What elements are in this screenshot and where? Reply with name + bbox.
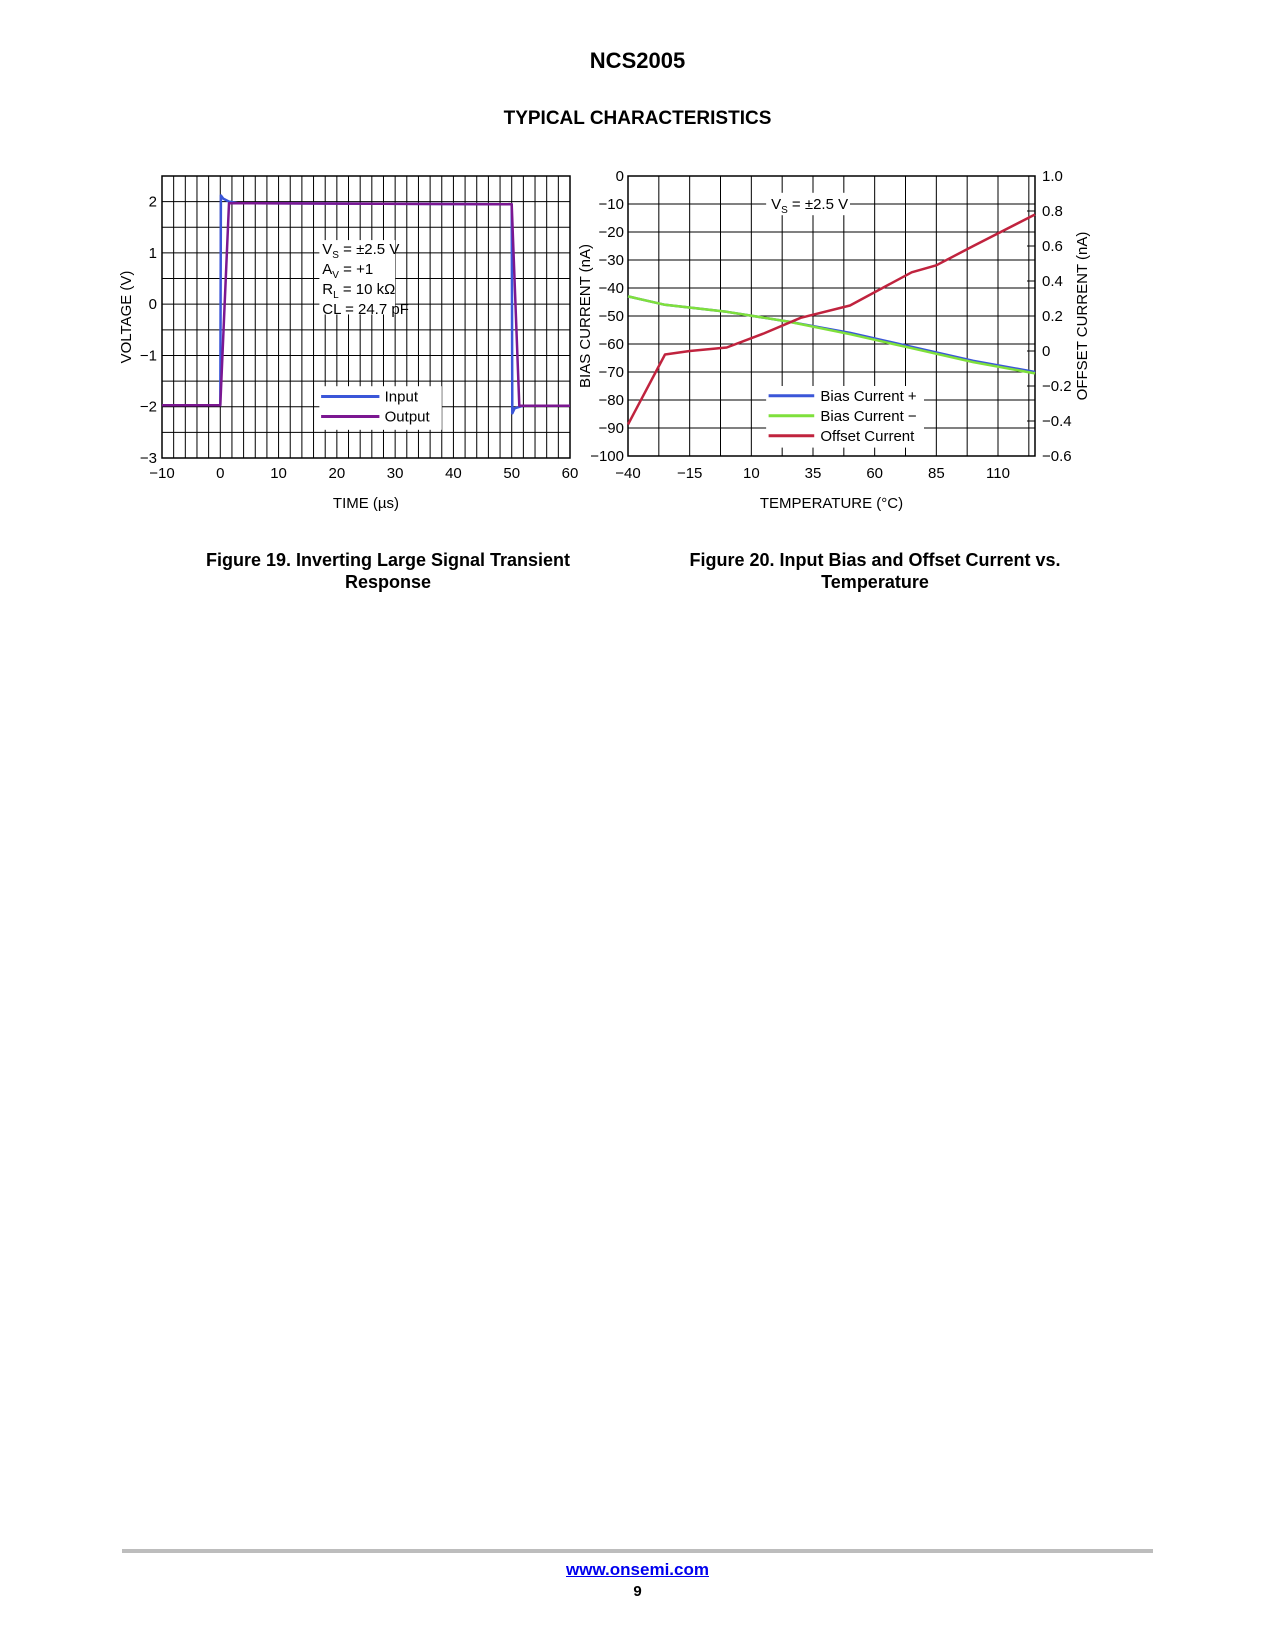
x-tick-label: 10 [742,465,760,482]
section-title: TYPICAL CHARACTERISTICS [503,108,772,129]
y-tick-label: 1 [148,244,157,262]
y-tick-label: −50 [598,308,624,325]
y-tick-label: −1 [139,347,157,365]
x-tick-label: 40 [445,465,462,482]
x-tick-label: −15 [676,465,703,482]
y-axis-label: VOLTAGE (V) [118,270,135,364]
y2-tick-label: 0.2 [1042,308,1063,325]
x-tick-label: 110 [986,465,1010,482]
y2-tick-label: 0.8 [1042,203,1063,220]
y2-tick-label: 0.4 [1042,273,1063,290]
y-tick-label: −70 [598,364,624,381]
y2-tick-label: −0.6 [1042,448,1072,465]
annotation-line: $R_L = 10$ kΩ [322,280,396,301]
annotation-line: $V_S = \pm 2.5$ V [771,196,849,216]
footer-website-link[interactable]: www.onsemi.com [566,1560,709,1579]
y-tick-label: −40 [598,280,624,297]
y-tick-label: −10 [598,196,624,213]
x-tick-label: 85 [927,465,945,482]
bias-offset-current-chart [577,160,1150,540]
x-tick-label: 50 [503,465,521,482]
y2-tick-label: 0.6 [1042,238,1063,255]
figure-20-caption: Figure 20. Input Bias and Offset Current vs. Temperature [689,550,1061,592]
legend-label: Bias Current + [820,387,917,405]
y2-axis-label: OFFSET CURRENT (nA) [1074,231,1091,401]
legend-label: Output [384,408,430,426]
y2-tick-label: 1.0 [1042,168,1063,185]
footer-divider [122,1549,1153,1553]
y2-tick-label: −0.2 [1042,378,1072,395]
x-tick-label: 35 [804,465,822,482]
x-tick-label: 60 [561,465,579,482]
y-tick-label: −2 [139,398,157,416]
y-tick-label: 0 [148,296,157,314]
x-tick-label: 10 [270,465,287,482]
legend-label: Input [384,388,419,406]
x-tick-label: 20 [328,465,346,482]
x-tick-label: 30 [386,465,404,482]
annotation-line: CL = 24.7 pF [322,300,409,318]
y-tick-label: −30 [598,252,624,269]
y-tick-label: −3 [139,450,157,467]
annotation-line: $V_S = \pm 2.5$ V [322,240,400,261]
y2-tick-label: 0 [1042,343,1051,360]
y-tick-label: −90 [598,420,624,437]
y-tick-label: 2 [148,193,157,211]
figure-19-caption: Figure 19. Inverting Large Signal Transient Response [205,550,571,592]
y-tick-label: −20 [598,224,624,241]
annotation-line: $A_V = +1$ [322,260,374,281]
y2-tick-label: −0.4 [1042,413,1072,430]
legend-label: Offset Current [820,427,915,445]
y-tick-label: 0 [615,168,624,185]
x-tick-label: −10 [149,465,175,482]
document-title: NCS2005 [589,48,686,73]
x-axis-label: TEMPERATURE (°C) [759,495,904,512]
legend-label: Bias Current − [820,407,917,425]
x-tick-label: 0 [216,465,225,482]
transient-response-chart [100,160,590,540]
x-tick-label: 60 [866,465,884,482]
x-axis-label: TIME (µs) [332,495,400,512]
y-axis-label: BIAS CURRENT (nA) [577,244,594,388]
y-tick-label: −60 [598,336,624,353]
y-tick-label: −80 [598,392,624,409]
series-line [628,296,1035,373]
y-tick-label: −100 [590,448,624,465]
page-number: 9 [633,1583,642,1600]
x-tick-label: −40 [615,465,641,482]
